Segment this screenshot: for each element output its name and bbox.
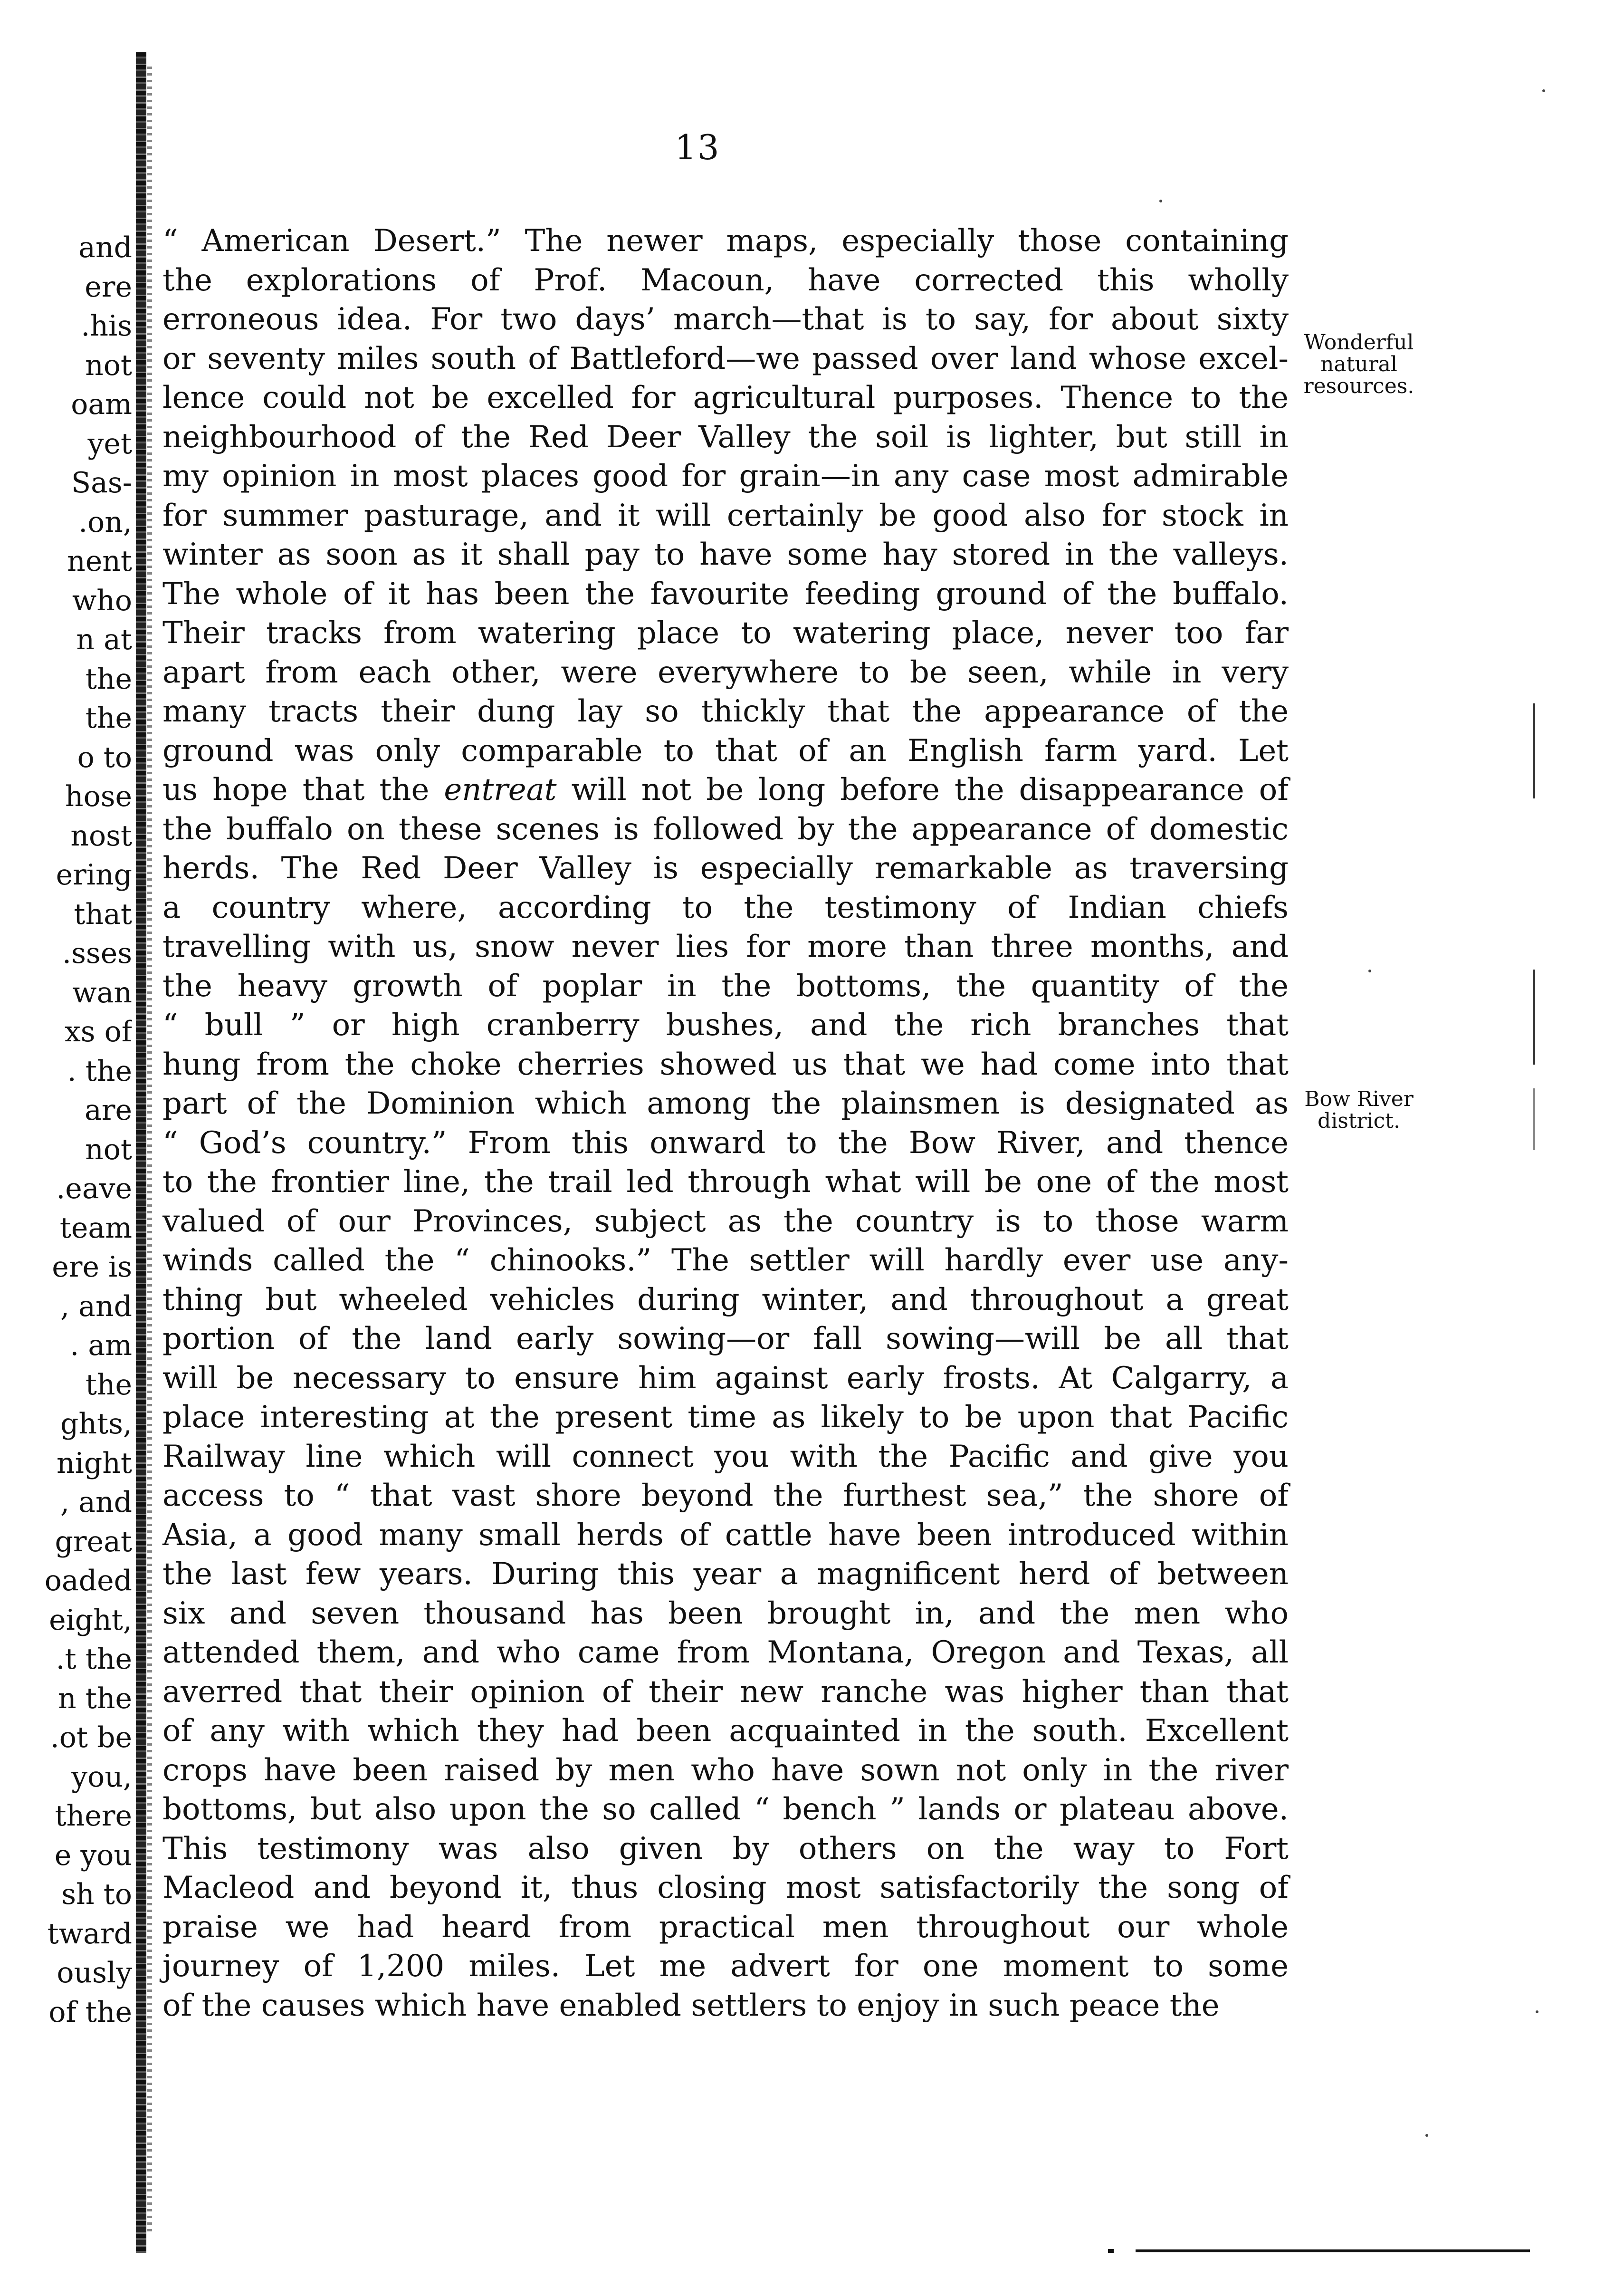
facing-page-fragment: the <box>85 1368 132 1402</box>
text-line: of any with which they had been acquainted in the south. Excellent <box>162 1713 1289 1749</box>
text-line: hung from the choke cherries showed us that we had come into that <box>162 1047 1289 1082</box>
text-line: “ American Desert.” The newer maps, especially those containing <box>162 223 1289 259</box>
text-line: journey of 1,200 miles. Let me advert for one moment to some <box>162 1949 1289 1984</box>
facing-page-fragment: .ot be <box>50 1721 132 1754</box>
text-line: will be necessary to ensure him against early frosts. At Calgarry, a <box>162 1360 1289 1396</box>
facing-page-fragment: not <box>85 1133 132 1166</box>
sidenote-line: resources. <box>1303 374 1414 398</box>
facing-page-fragment: that <box>74 897 132 931</box>
text-line: Railway line which will connect you with the Pacific and give you <box>162 1439 1289 1474</box>
text-line: herds. The Red Deer Valley is especially remarkable as traversing <box>162 851 1289 886</box>
facing-page-fragment: oam <box>71 388 132 421</box>
text-line: six and seven thousand has been brought in, and the men who <box>162 1595 1289 1631</box>
facing-page-fragment: of the <box>48 1995 132 2029</box>
text-line: apart from each other, were everywhere to be seen, while in very <box>162 654 1289 690</box>
facing-page-fragment: n the <box>58 1682 132 1715</box>
text-line: my opinion in most places good for grain—in any case most admirable <box>162 459 1289 494</box>
facing-page-fragment: wan <box>72 976 132 1009</box>
facing-page-fragment: , and <box>60 1486 132 1519</box>
print-speck <box>1542 89 1545 92</box>
text-line: valued of our Provinces, subject as the country is to those warm <box>162 1203 1289 1239</box>
text-line: Macleod and beyond it, thus closing most satisfactorily the song of <box>162 1870 1289 1905</box>
facing-page-fragment: .t the <box>56 1643 132 1676</box>
text-line: lence could not be excelled for agricultural purposes. Thence to the <box>162 380 1289 415</box>
binding-edge <box>136 52 146 2253</box>
bottom-rule-dot <box>1108 2249 1114 2253</box>
sidenote-line: Wonderful <box>1304 330 1414 355</box>
facing-page-fragment: great <box>55 1525 132 1558</box>
binding-edge-shadow <box>147 67 152 2234</box>
facing-page-fragment: there <box>55 1799 132 1833</box>
facing-page-fragment: . am <box>70 1329 132 1362</box>
text-line: averred that their opinion of their new ranche was higher than that <box>162 1674 1289 1710</box>
facing-page-fragment: , and <box>60 1289 132 1323</box>
right-edge-mark <box>1533 703 1535 798</box>
facing-page-fragment: the <box>85 662 132 696</box>
text-line: ground was only comparable to that of an English farm yard. Let <box>162 733 1289 769</box>
facing-page-fragment: team <box>59 1211 132 1245</box>
sidenote-line: district. <box>1318 1109 1400 1133</box>
sidenote-wonderful-natural-resources <box>1283 332 1435 397</box>
facing-page-fragment: ously <box>57 1956 132 1989</box>
print-speck <box>1536 2010 1538 2013</box>
facing-page-fragment: ere <box>85 270 132 304</box>
text-line: erroneous idea. For two days’ march—that is to say, for about sixty <box>162 302 1289 337</box>
text-line: a country where, according to the testimony of Indian chiefs <box>162 890 1289 925</box>
facing-page-fragment: .on, <box>78 505 132 539</box>
facing-page-fragment: hose <box>65 780 132 813</box>
print-speck <box>1368 970 1371 972</box>
print-speck <box>1159 200 1162 202</box>
text-line: winds called the “ chinooks.” The settler will hardly ever use any- <box>162 1243 1289 1278</box>
facing-page-fragment: and <box>78 231 132 264</box>
text-line: part of the Dominion which among the plainsmen is designated as <box>162 1086 1289 1121</box>
text-line: many tracts their dung lay so thickly that the appearance of the <box>162 694 1289 729</box>
body-text <box>162 221 1289 2025</box>
text-line: for summer pasturage, and it will certainly be good also for stock in <box>162 498 1289 533</box>
facing-page-fragment: nent <box>67 545 132 578</box>
facing-page-fragment: sh to <box>61 1878 132 1911</box>
facing-page-fragment: . the <box>67 1054 132 1088</box>
text-line: praise we had heard from practical men throughout our whole <box>162 1909 1289 1945</box>
facing-page-fragment: eight, <box>49 1603 132 1637</box>
sidenote-line: natural <box>1320 352 1397 376</box>
right-edge-mark <box>1533 970 1535 1065</box>
sidenote-line: Bow River <box>1304 1087 1414 1111</box>
text-line: the last few years. During this year a magnificent herd of between <box>162 1557 1289 1592</box>
facing-page-fragment: the <box>85 701 132 735</box>
text-line: us hope that the entreat will not be long before the disappearance of <box>162 772 1289 807</box>
facing-page-fragment: tward <box>47 1917 132 1951</box>
facing-page-fragment: .eave <box>56 1172 132 1205</box>
facing-page-fragment: ghts, <box>60 1407 132 1441</box>
text-line: or seventy miles south of Battleford—we passed over land whose excel- <box>162 341 1289 376</box>
text-line: access to “ that vast shore beyond the furthest sea,” the shore of <box>162 1478 1289 1513</box>
facing-page-fragment: xs of <box>64 1015 132 1048</box>
text-line: portion of the land early sowing—or fall sowing—will be all that <box>162 1321 1289 1356</box>
facing-page-fragment: n at <box>76 623 132 656</box>
text-line: winter as soon as it shall pay to have some hay stored in the valleys. <box>162 537 1289 572</box>
facing-page-fragment: not <box>85 348 132 382</box>
text-line: The whole of it has been the favourite feeding ground of the buffalo. <box>162 576 1289 612</box>
sidenote-bow-river-district <box>1288 1088 1430 1132</box>
text-line: Asia, a good many small herds of cattle have been introduced within <box>162 1517 1289 1553</box>
facing-page-fragment: o to <box>77 740 132 774</box>
text-line: This testimony was also given by others on the way to Fort <box>162 1831 1289 1866</box>
facing-page-fragment: are <box>85 1094 132 1127</box>
text-line: neighbourhood of the Red Deer Valley the soil is lighter, but still in <box>162 419 1289 455</box>
facing-page-fragment: who <box>72 584 132 617</box>
text-line: place interesting at the present time as likely to be upon that Pacific <box>162 1400 1289 1435</box>
text-line: thing but wheeled vehicles during winter, and throughout a great <box>162 1282 1289 1317</box>
facing-page-fragment: night <box>57 1446 132 1480</box>
text-line: the heavy growth of poplar in the bottoms, the quantity of the <box>162 968 1289 1004</box>
facing-page-fragment: nost <box>70 819 132 853</box>
right-edge-mark <box>1533 1088 1535 1150</box>
text-line: the explorations of Prof. Macoun, have corrected this wholly <box>162 262 1289 298</box>
text-line: bottoms, but also upon the so called “ bench ” lands or plateau above. <box>162 1792 1289 1827</box>
facing-page-fragment: yet <box>87 427 132 461</box>
text-line: to the frontier line, the trail led through what will be one of the most <box>162 1164 1289 1200</box>
italic-word: entreat <box>444 772 557 807</box>
facing-page-fragment: oaded <box>44 1564 132 1597</box>
facing-page-fragment: ering <box>56 858 132 892</box>
text-line: crops have been raised by men who have sown not only in the river <box>162 1752 1289 1788</box>
bottom-rule <box>1136 2249 1530 2252</box>
facing-page-fragment: e you <box>54 1838 132 1872</box>
facing-page-fragment: you, <box>71 1760 132 1794</box>
facing-page-fragment: ere is <box>52 1250 132 1284</box>
facing-page-fragments <box>4 228 132 2032</box>
print-speck <box>1425 2134 1428 2137</box>
text-line: the buffalo on these scenes is followed by the appearance of domestic <box>162 811 1289 847</box>
text-line: Their tracks from watering place to watering place, never too far <box>162 615 1289 651</box>
text-line: “ bull ” or high cranberry bushes, and the rich branches that <box>162 1008 1289 1043</box>
facing-page-fragment: .his <box>81 309 132 343</box>
page-number: 13 <box>675 127 720 167</box>
text-line: of the causes which have enabled settlers to enjoy in such peace the <box>162 1988 1220 2023</box>
text-line: attended them, and who came from Montana, Oregon and Texas, all <box>162 1635 1289 1670</box>
facing-page-fragment: .sses <box>62 937 132 970</box>
text-line: “ God’s country.” From this onward to the Bow River, and thence <box>162 1125 1289 1161</box>
text-line: travelling with us, snow never lies for more than three months, and <box>162 929 1289 964</box>
facing-page-fragment: Sas- <box>71 466 132 500</box>
